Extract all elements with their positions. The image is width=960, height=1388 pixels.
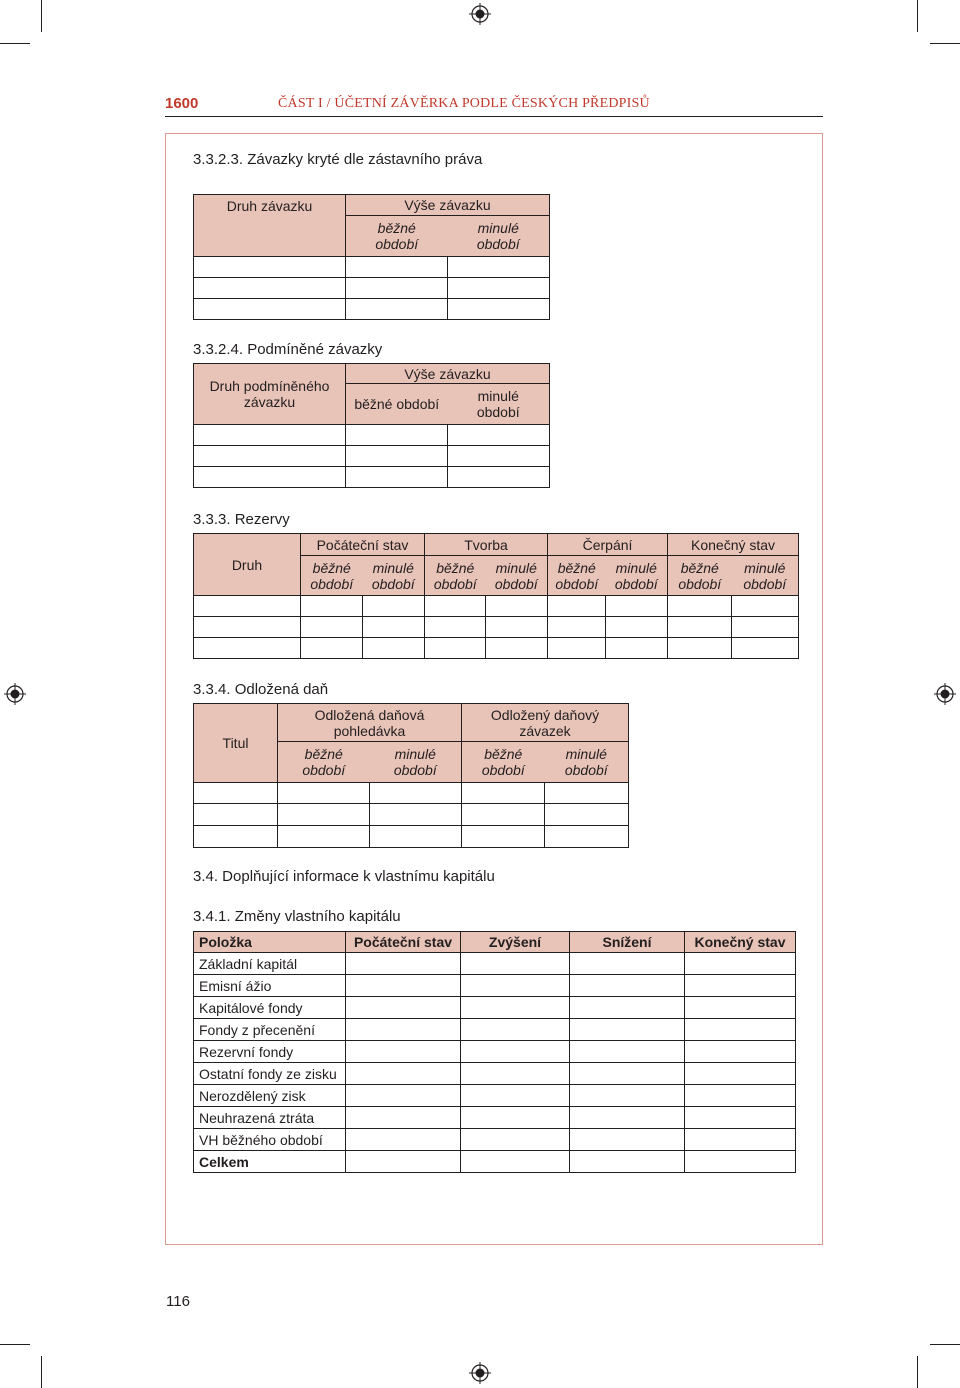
crop-mark bbox=[917, 0, 918, 32]
table-cell bbox=[570, 1151, 685, 1173]
table-cell bbox=[548, 638, 606, 659]
table-cell bbox=[448, 278, 550, 299]
pledged-liabilities-table bbox=[193, 194, 550, 320]
table-cell bbox=[346, 1151, 461, 1173]
table-cell bbox=[346, 1129, 461, 1151]
section-title: 3.3.3. Rezervy bbox=[193, 511, 290, 528]
contingent-liabilities-table bbox=[193, 363, 550, 488]
header-cell: minulé období bbox=[370, 742, 462, 783]
header-cell: běžné období bbox=[668, 556, 732, 596]
header-cell: Výše závazku bbox=[346, 195, 550, 216]
header-cell: běžné období bbox=[548, 556, 606, 596]
table-cell bbox=[194, 299, 346, 320]
section-title: 3.3.2.3. Závazky kryté dle zástavního práva bbox=[193, 151, 483, 168]
total-row-label: Celkem bbox=[194, 1151, 346, 1173]
table-cell bbox=[606, 638, 668, 659]
table-cell bbox=[548, 596, 606, 617]
table-cell bbox=[278, 826, 370, 848]
page-number: 1600 bbox=[165, 95, 199, 112]
row-label: Fondy z přecenění bbox=[194, 1019, 346, 1041]
table-cell bbox=[685, 953, 796, 975]
table-cell bbox=[194, 783, 278, 804]
table-cell bbox=[194, 446, 346, 467]
table-cell bbox=[448, 425, 550, 446]
table-cell bbox=[425, 617, 486, 638]
table-cell bbox=[570, 1063, 685, 1085]
table-cell bbox=[363, 617, 425, 638]
table-cell bbox=[570, 953, 685, 975]
registration-mark-icon bbox=[4, 683, 26, 705]
header-cell: Zvýšení bbox=[461, 932, 570, 953]
table-cell bbox=[732, 596, 799, 617]
header-cell: Druh podmíněného závazku bbox=[194, 364, 346, 425]
table-cell bbox=[346, 997, 461, 1019]
table-cell bbox=[346, 1041, 461, 1063]
provisions-table bbox=[193, 533, 799, 659]
table-cell bbox=[346, 425, 448, 446]
crop-mark bbox=[41, 1356, 42, 1388]
table-cell bbox=[370, 826, 462, 848]
table-cell bbox=[461, 1041, 570, 1063]
table-cell bbox=[486, 617, 548, 638]
header-cell: Položka bbox=[194, 932, 346, 953]
header-cell: Druh bbox=[194, 534, 301, 596]
section-title: 3.3.2.4. Podmíněné závazky bbox=[193, 341, 383, 358]
registration-mark-icon bbox=[469, 1362, 491, 1384]
table-cell bbox=[370, 783, 462, 804]
deferred-tax-table bbox=[193, 703, 629, 848]
table-cell bbox=[685, 1129, 796, 1151]
table-cell bbox=[570, 1085, 685, 1107]
table-cell bbox=[194, 617, 301, 638]
table-cell bbox=[570, 1107, 685, 1129]
header-cell: běžné období bbox=[278, 742, 370, 783]
table-cell bbox=[461, 1107, 570, 1129]
registration-mark-icon bbox=[469, 3, 491, 25]
table-cell bbox=[461, 975, 570, 997]
header-cell: běžné období bbox=[462, 742, 545, 783]
table-cell bbox=[685, 1085, 796, 1107]
header-cell: minulé období bbox=[545, 742, 629, 783]
table-cell bbox=[194, 425, 346, 446]
table-cell bbox=[486, 638, 548, 659]
table-cell bbox=[346, 257, 448, 278]
table-cell bbox=[346, 278, 448, 299]
table-cell bbox=[346, 446, 448, 467]
table-cell bbox=[346, 953, 461, 975]
table-cell bbox=[685, 1151, 796, 1173]
registration-mark-icon bbox=[934, 683, 956, 705]
table-cell bbox=[606, 617, 668, 638]
table-cell bbox=[732, 638, 799, 659]
running-title: ČÁST I / ÚČETNÍ ZÁVĚRKA PODLE ČESKÝCH PŘEDPISŮ bbox=[278, 96, 650, 111]
table-cell bbox=[346, 1085, 461, 1107]
table-cell bbox=[194, 257, 346, 278]
table-cell bbox=[301, 617, 363, 638]
table-cell bbox=[732, 617, 799, 638]
table-cell bbox=[461, 1151, 570, 1173]
crop-mark bbox=[41, 0, 42, 32]
table-cell bbox=[685, 975, 796, 997]
table-cell bbox=[448, 257, 550, 278]
table-cell bbox=[461, 1063, 570, 1085]
table-cell bbox=[685, 1041, 796, 1063]
header-cell: Čerpání bbox=[548, 534, 668, 556]
row-label: Neuhrazená ztráta bbox=[194, 1107, 346, 1129]
row-label: Emisní ážio bbox=[194, 975, 346, 997]
table-cell bbox=[570, 1041, 685, 1063]
table-cell bbox=[194, 804, 278, 826]
table-cell bbox=[346, 467, 448, 488]
row-label: VH běžného období bbox=[194, 1129, 346, 1151]
equity-changes-table bbox=[193, 931, 796, 1173]
section-title: 3.3.4. Odložená daň bbox=[193, 681, 329, 698]
header-cell: běžné období bbox=[425, 556, 486, 596]
crop-mark bbox=[930, 43, 960, 44]
header-cell: běžné období bbox=[346, 216, 448, 257]
table-cell bbox=[668, 617, 732, 638]
table-cell bbox=[570, 997, 685, 1019]
table-cell bbox=[194, 278, 346, 299]
table-cell bbox=[370, 804, 462, 826]
table-cell bbox=[570, 1019, 685, 1041]
header-cell: Snížení bbox=[570, 932, 685, 953]
table-cell bbox=[194, 467, 346, 488]
table-cell bbox=[668, 596, 732, 617]
footer-page-number: 116 bbox=[166, 1293, 190, 1310]
table-cell bbox=[685, 1063, 796, 1085]
header-cell: minulé období bbox=[606, 556, 668, 596]
row-label: Základní kapitál bbox=[194, 953, 346, 975]
table-cell bbox=[194, 638, 301, 659]
table-cell bbox=[448, 467, 550, 488]
table-cell bbox=[461, 953, 570, 975]
header-cell: Počáteční stav bbox=[346, 932, 461, 953]
table-cell bbox=[545, 783, 629, 804]
table-cell bbox=[570, 975, 685, 997]
table-cell bbox=[461, 1129, 570, 1151]
table-cell bbox=[346, 975, 461, 997]
table-cell bbox=[425, 596, 486, 617]
table-cell bbox=[363, 596, 425, 617]
header-cell: minulé období bbox=[363, 556, 425, 596]
table-cell bbox=[461, 1019, 570, 1041]
header-cell: běžné období bbox=[346, 384, 448, 425]
header-rule bbox=[165, 116, 823, 117]
header-cell: běžné období bbox=[301, 556, 363, 596]
table-cell bbox=[346, 1107, 461, 1129]
table-cell bbox=[278, 783, 370, 804]
header-cell: minulé období bbox=[448, 384, 550, 425]
header-cell: Tvorba bbox=[425, 534, 548, 556]
table-cell bbox=[301, 596, 363, 617]
header-cell: Počáteční stav bbox=[301, 534, 425, 556]
table-cell bbox=[570, 1129, 685, 1151]
table-cell bbox=[685, 997, 796, 1019]
table-cell bbox=[301, 638, 363, 659]
header-cell: Odložený daňový závazek bbox=[462, 704, 629, 742]
table-cell bbox=[545, 826, 629, 848]
header-cell: minulé období bbox=[448, 216, 550, 257]
table-cell bbox=[685, 1107, 796, 1129]
row-label: Rezervní fondy bbox=[194, 1041, 346, 1063]
table-cell bbox=[363, 638, 425, 659]
table-cell bbox=[425, 638, 486, 659]
table-cell bbox=[448, 446, 550, 467]
row-label: Ostatní fondy ze zisku bbox=[194, 1063, 346, 1085]
crop-mark bbox=[0, 43, 30, 44]
header-cell: Druh závazku bbox=[194, 195, 346, 257]
header-cell: Konečný stav bbox=[668, 534, 799, 556]
row-label: Nerozdělený zisk bbox=[194, 1085, 346, 1107]
row-label: Kapitálové fondy bbox=[194, 997, 346, 1019]
section-title: 3.4.1. Změny vlastního kapitálu bbox=[193, 908, 401, 925]
table-cell bbox=[548, 617, 606, 638]
table-cell bbox=[462, 783, 545, 804]
header-cell: minulé období bbox=[486, 556, 548, 596]
section-title: 3.4. Doplňující informace k vlastnímu kapitálu bbox=[193, 868, 495, 885]
header-cell: Titul bbox=[194, 704, 278, 783]
table-cell bbox=[346, 299, 448, 320]
crop-mark bbox=[0, 1344, 30, 1345]
table-cell bbox=[545, 804, 629, 826]
header-cell: minulé období bbox=[732, 556, 799, 596]
table-cell bbox=[461, 997, 570, 1019]
table-cell bbox=[668, 638, 732, 659]
table-cell bbox=[194, 596, 301, 617]
header-cell: Odložená daňová pohledávka bbox=[278, 704, 462, 742]
table-cell bbox=[461, 1085, 570, 1107]
table-cell bbox=[685, 1019, 796, 1041]
table-cell bbox=[462, 826, 545, 848]
crop-mark bbox=[930, 1344, 960, 1345]
header-cell: Konečný stav bbox=[685, 932, 796, 953]
table-cell bbox=[486, 596, 548, 617]
table-cell bbox=[448, 299, 550, 320]
table-cell bbox=[462, 804, 545, 826]
table-cell bbox=[278, 804, 370, 826]
table-cell bbox=[346, 1019, 461, 1041]
table-cell bbox=[606, 596, 668, 617]
header-cell: Výše závazku bbox=[346, 364, 550, 384]
crop-mark bbox=[917, 1356, 918, 1388]
table-cell bbox=[194, 826, 278, 848]
table-cell bbox=[346, 1063, 461, 1085]
